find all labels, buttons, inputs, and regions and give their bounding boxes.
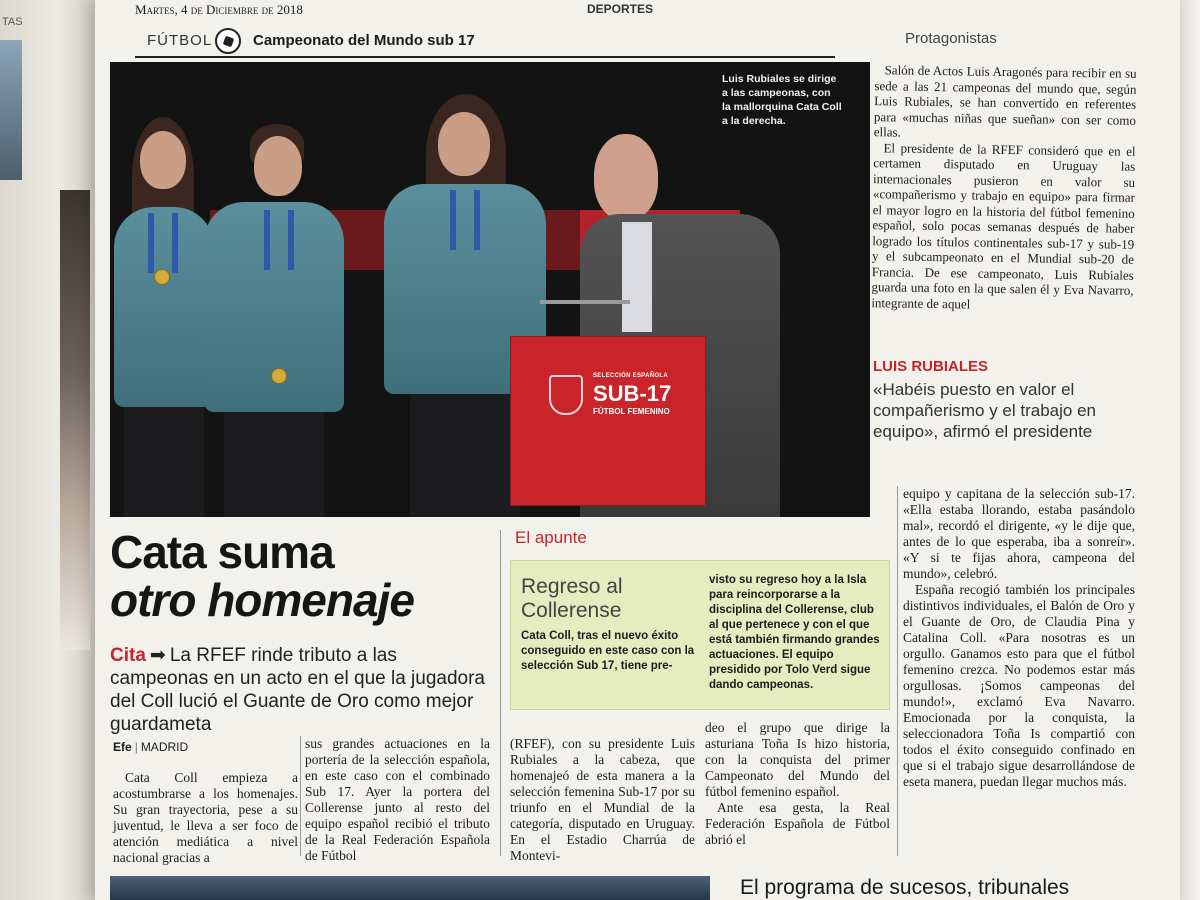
paragraph: Salón de Actos Luis Aragonés para recibir en su sede a las 21 campeonas del mundo que, según Luis Rubiales, se han convertido en referentes para «muchas niñas que sueñan» con ser como ellas. (873, 62, 1137, 140)
divider (135, 56, 835, 58)
quote-text: «Habéis puesto en valor el compañerismo y el trabajo en equipo», afirmó el presidente (873, 380, 1097, 441)
text-column (705, 720, 890, 848)
headline-line: Cata suma (110, 526, 334, 578)
paragraph: deo el grupo que dirige la asturiana Toña Is hizo historia, con la conquista del primer Campeonato del Mundo del fútbol femenino español. (705, 720, 890, 799)
football-icon (215, 28, 241, 54)
next-story-photo (110, 876, 710, 900)
sidebar-title: Regreso al Collerense (521, 575, 623, 622)
pull-quote (873, 358, 1135, 442)
paragraph: (RFEF), con su presidente Luis Rubiales a la cabeza, que homenajeó de esta manera a la selección femenina Sub-17 por su triunfo en el Mundial de la categoría, disputado en Uruguay. En el Estadio Charrúa de Montevi- (510, 736, 695, 863)
kicker-row (135, 28, 1135, 54)
text-column (903, 486, 1135, 790)
paragraph: Cata Coll empieza a acostumbrarse a los homenajes. Su gran trayectoria, pese a su juventud, le lleva a ser foco de atención mediática a nivel nacional gracias a (113, 770, 298, 865)
facing-page-image (0, 40, 22, 180)
podium (510, 336, 706, 506)
paragraph: sus grandes actuaciones en la portería de la selección española, en este caso con el combinado Sub 17. Ayer la portera del Collerense junto al resto del equipo español recibió el tributo de la Real Federación Española de Fútbol (305, 736, 490, 863)
text-column (510, 736, 695, 864)
paragraph: El presidente de la RFEF consideró que en el certamen disputado en Uruguay las internacionales pusieron en valor su «compañerismo y trabajo en equipo» para firmar el mayor logro en la historia del fútbol femenino español, solo pocas semanas después de haber logrado los títulos continentales sub-17 y sub-19 y el subcampeonato en el Mundial sub-20 de Francia. De ese campeonato, Luis Rubiales guarda una foto en la que salen él y Eva Navarro, integrante de aquel (871, 139, 1136, 312)
apunte-label: El apunte (515, 528, 587, 547)
arrow-icon: ➡ (149, 645, 166, 666)
podium-text: SELECCIÓN ESPAÑOLA (593, 373, 668, 379)
photo-caption: Luis Rubiales se dirige a las campeonas, con la mallorquina Cata Coll a la derecha. (722, 73, 842, 127)
section-name: DEPORTES (587, 2, 654, 16)
sidebar-text: Cata Coll, tras el nuevo éxito conseguido en este caso con la selección Sub 17, tiene pre- (521, 630, 695, 672)
column-rule (897, 486, 898, 856)
next-story (110, 862, 1140, 900)
player-figure (198, 124, 348, 517)
paragraph: equipo y capitana de la selección sub-17. «Ella estaba llorando, estaba pasándolo mal», recordó el dirigente, «y le dije que, antes de lo que esperaba, iba a sonreír». «Y si te fijas ahora, campeona del mundo», celebró. (903, 486, 1135, 581)
sidebar-box (510, 560, 890, 710)
newspaper-page (95, 0, 1180, 900)
paragraph: Ante esa gesta, la Real Federación Española de Fútbol abrió el (705, 800, 890, 847)
facing-page-text: TAS (2, 16, 23, 28)
column-rule (500, 530, 501, 856)
byline-place: MADRID (140, 740, 189, 754)
byline: Efe | MADRID (113, 740, 189, 754)
sidebar-text: visto su regreso hoy a la Isla para reincorporarse a la disciplina del Collerense, club al que pertenece y con el que está también firmando grandes actuaciones. El equipo presidido por Tolo Verd sigue dando campeonas. (709, 574, 880, 691)
facing-page-photo (60, 190, 90, 650)
text-column (305, 736, 490, 864)
rfef-crest-icon (549, 375, 583, 415)
byline-agency: Efe (113, 740, 132, 754)
rubric-title: Campeonato del Mundo sub 17 (253, 32, 475, 49)
podium-text: FÚTBOL FEMENINO (593, 407, 670, 416)
quote-author: LUIS RUBIALES (873, 358, 989, 375)
subheadline (110, 644, 500, 736)
main-photo (110, 62, 870, 517)
aside-title: Protagonistas (905, 30, 997, 47)
text-column (113, 770, 298, 866)
subhead-tag: Cita (110, 645, 146, 666)
running-head (135, 2, 1135, 20)
text-column (871, 62, 1136, 314)
column-rule (300, 736, 301, 856)
facing-page (0, 0, 95, 900)
podium-text: SUB-17 (593, 381, 672, 406)
headline (110, 528, 490, 624)
headline-line: otro homenaje (110, 574, 414, 626)
issue-date: Martes, 4 de Diciembre de 2018 (135, 2, 303, 17)
next-story-title: El programa de sucesos, tribunales (740, 876, 1070, 899)
subhead-text: La RFEF rinde tributo a las campeonas en un acto en el que la jugadora del Coll lució el Guante de Oro como mejor guardameta (110, 645, 485, 735)
paragraph: España recogió también los principales distintivos individuales, el Balón de Oro y el Guante de Oro, de Claudia Pina y Catalina Coll. «Para nosotras es un orgullo. Ganamos esto para que el fútbol femenino crezca. No podemos estar más orgullosas. ¡Somos campeonas del mundo!», exclamó Eva Navarro. Emocionada por la conquista, la seleccionadora Toña Is compartió con todos el éxito conseguido confinado en que si el trabajo sigue desarrollándose de eseta manera, puedan llegar muchos más. (903, 582, 1135, 789)
kicker-label: FÚTBOL (147, 32, 213, 49)
microphone-stand (540, 300, 630, 304)
